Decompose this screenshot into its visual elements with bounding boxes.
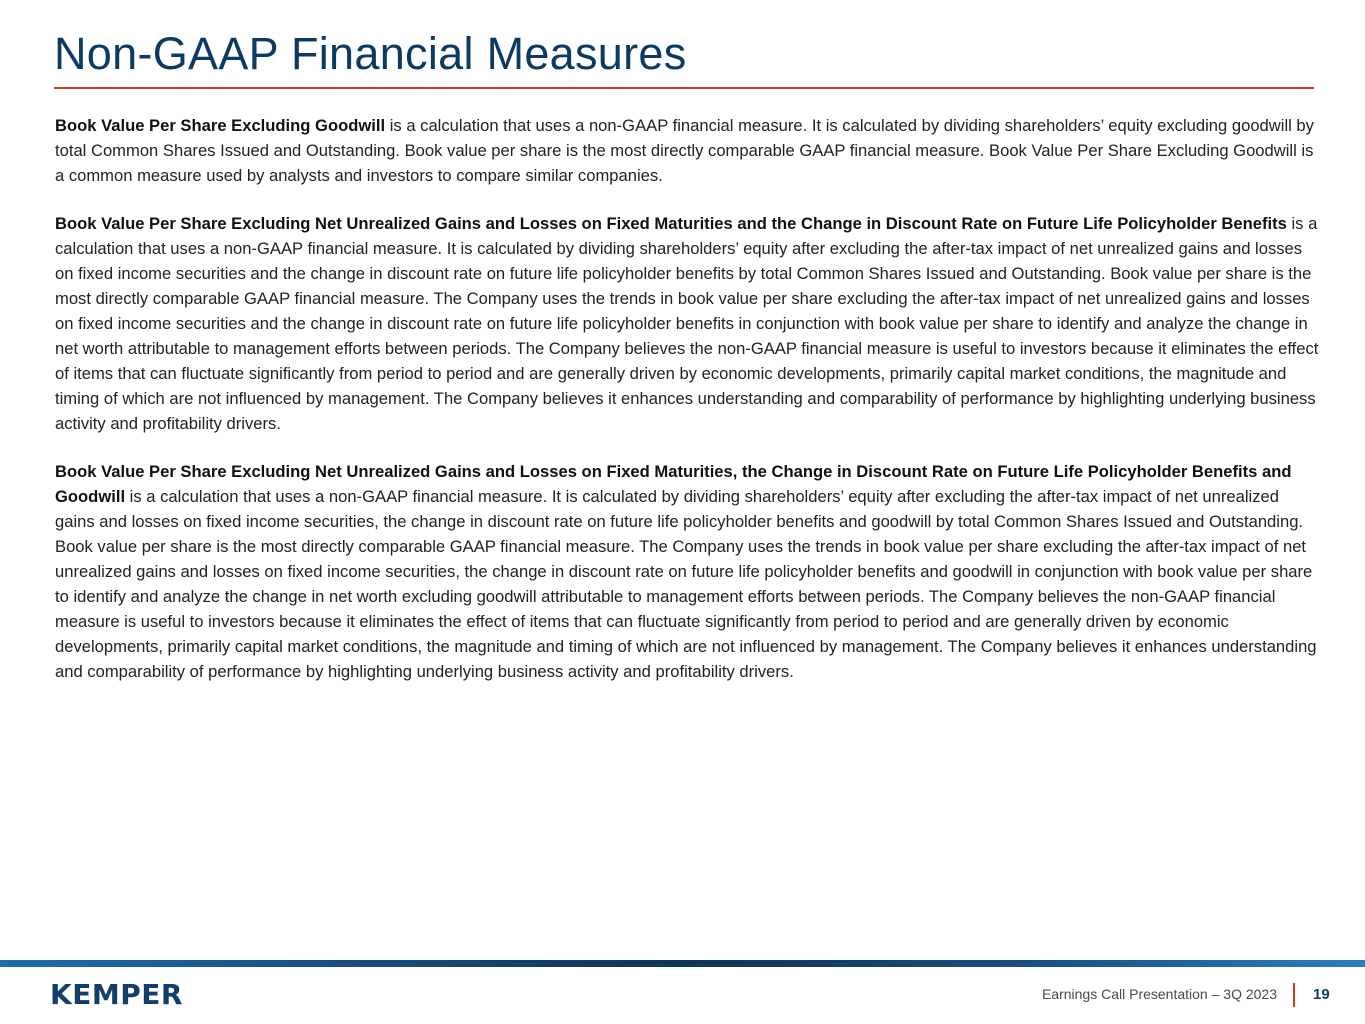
page-title: Non-GAAP Financial Measures	[54, 28, 687, 79]
definition-term: Book Value Per Share Excluding Goodwill	[55, 116, 386, 135]
kemper-logo: KEMPER	[50, 978, 183, 1011]
footer-divider	[1293, 983, 1295, 1007]
definition-text: is a calculation that uses a non-GAAP financial measure. It is calculated by dividing shareholders’ equity after excluding the after-tax impact of net unrealized gains and losses on fixed income securities, the change in discount rate on future life policyholder benefits and goodwill by total Common Shares Issued and Outstanding. Book value per share is the most directly comparable GAAP financial measure. The Company uses the trends in book value per share excluding the after-tax impact of net unrealized gains and losses on fixed income securities, the change in discount rate on future life policyholder benefits and goodwill in conjunction with book value per share to identify and analyze the change in net worth excluding goodwill attributable to management efforts between periods. The Company believes the non-GAAP financial measure is useful to investors because it eliminates the effect of items that can fluctuate significantly from period to period and are generally driven by economic developments, primarily capital market conditions, the magnitude and timing of which are not influenced by management. The Company believes it enhances understanding and comparability of performance by highlighting underlying business activity and profitability drivers.	[55, 487, 1317, 681]
definition-term: Book Value Per Share Excluding Net Unrealized Gains and Losses on Fixed Maturities, the Change in Discount Rate on Future Life Policyholder Benefits and Goodwill	[55, 462, 1292, 506]
footer-caption: Earnings Call Presentation – 3Q 2023	[1041, 986, 1277, 1002]
definition-text: is a calculation that uses a non-GAAP financial measure. It is calculated by dividing shareholders’ equity after excluding the after-tax impact of net unrealized gains and losses on fixed income securities and the change in discount rate on future life policyholder benefits by total Common Shares Issued and Outstanding. Book value per share is the most directly comparable GAAP financial measure. The Company uses the trends in book value per share excluding the after-tax impact of net unrealized gains and losses on fixed income securities and the change in discount rate on future life policyholder benefits in conjunction with book value per share to identify and analyze the change in net worth attributable to management efforts between periods. The Company believes the non-GAAP financial measure is useful to investors because it eliminates the effect of items that can fluctuate significantly from period to period and are generally driven by economic developments, primarily capital market conditions, the magnitude and timing of which are not influenced by management. The Company believes it enhances understanding and comparability of performance by highlighting underlying business activity and profitability drivers.	[55, 214, 1319, 433]
definition-paragraph	[55, 459, 1321, 684]
definition-term: Book Value Per Share Excluding Net Unrealized Gains and Losses on Fixed Maturities and the Change in Discount Rate on Future Life Policyholder Benefits	[55, 214, 1287, 233]
definition-text: is a calculation that uses a non-GAAP financial measure. It is calculated by dividing shareholders’ equity excluding goodwill by total Common Shares Issued and Outstanding. Book value per share is the most directly comparable GAAP financial measure. Book Value Per Share Excluding Goodwill is a common measure used by analysts and investors to compare similar companies.	[55, 116, 1314, 185]
definition-paragraph	[55, 211, 1321, 436]
title-underline	[54, 87, 1314, 89]
footer-bar	[0, 960, 1365, 967]
content-body	[55, 113, 1321, 707]
page-number: 19	[1313, 986, 1330, 1003]
definition-paragraph	[55, 113, 1321, 188]
